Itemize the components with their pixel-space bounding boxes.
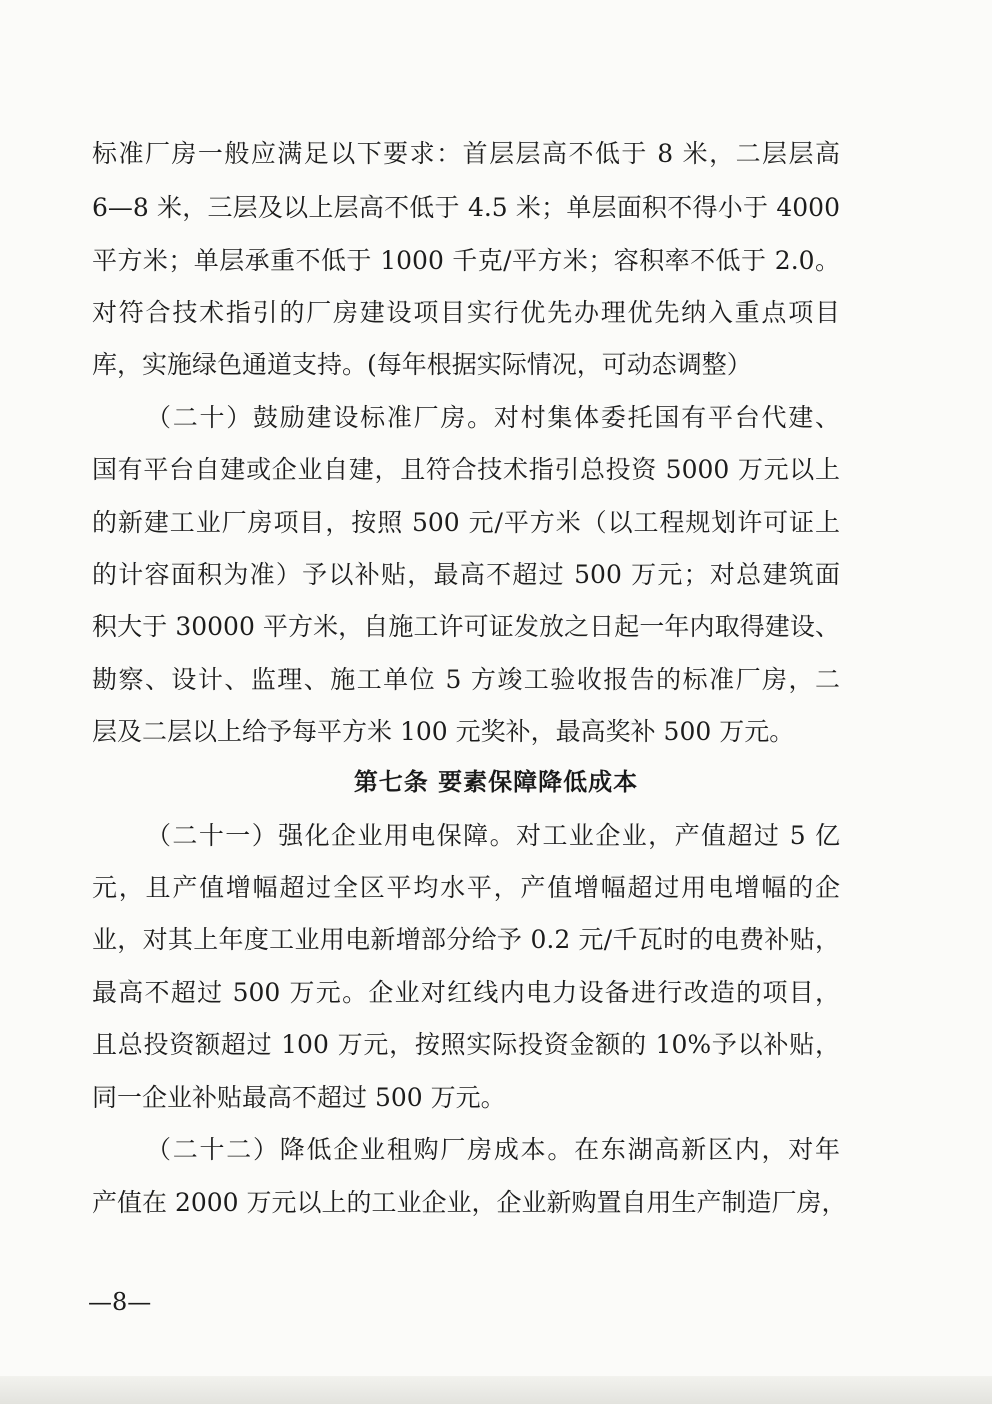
text-line: 最高不超过 500 万元。企业对红线内电力设备进行改造的项目， [92, 978, 840, 1007]
text-line: 的新建工业厂房项目，按照 500 元/平方米（以工程规划许可证上 [92, 508, 840, 537]
scan-bottom-shadow [0, 1376, 992, 1404]
text-line: 6—8 米，三层及以上层高不低于 4.5 米；单层面积不得小于 4000 [92, 193, 840, 222]
text-line: 产值在 2000 万元以上的工业企业，企业新购置自用生产制造厂房， [92, 1188, 847, 1217]
paragraph-first-line: （二十）鼓励建设标准厂房。对村集体委托国有平台代建、 [146, 403, 840, 432]
text-line: 平方米；单层承重不低于 1000 千克/平方米；容积率不低于 2.0。 [92, 246, 840, 275]
text-line: 勘察、设计、监理、施工单位 5 方竣工验收报告的标准厂房，二 [92, 665, 840, 694]
text-line: 同一企业补贴最高不超过 500 万元。 [92, 1083, 506, 1112]
text-line: 层及二层以上给予每平方米 100 元奖补，最高奖补 500 万元。 [92, 717, 795, 746]
paragraph-first-line: （二十一）强化企业用电保障。对工业企业，产值超过 5 亿 [146, 821, 840, 850]
section-heading: 第七条 要素保障降低成本 [353, 768, 639, 796]
text-line: 且总投资额超过 100 万元，按照实际投资金额的 10%予以补贴， [92, 1030, 840, 1059]
text-line: 元，且产值增幅超过全区平均水平，产值增幅超过用电增幅的企 [92, 873, 840, 902]
text-line: 库，实施绿色通道支持。(每年根据实际情况，可动态调整） [92, 350, 752, 379]
page-number: —8— [88, 1288, 152, 1316]
text-line: 的计容面积为准）予以补贴，最高不超过 500 万元；对总建筑面 [92, 560, 840, 589]
text-line: 业，对其上年度工业用电新增部分给予 0.2 元/千瓦时的电费补贴， [92, 925, 840, 954]
text-line: 国有平台自建或企业自建，且符合技术指引总投资 5000 万元以上 [92, 455, 840, 484]
text-line: 对符合技术指引的厂房建设项目实行优先办理优先纳入重点项目 [92, 298, 840, 327]
paragraph-first-line: （二十二）降低企业租购厂房成本。在东湖高新区内，对年 [146, 1135, 840, 1164]
text-line: 标准厂房一般应满足以下要求：首层层高不低于 8 米，二层层高 [92, 139, 840, 168]
text-line: 积大于 30000 平方米，自施工许可证发放之日起一年内取得建设、 [92, 612, 840, 641]
